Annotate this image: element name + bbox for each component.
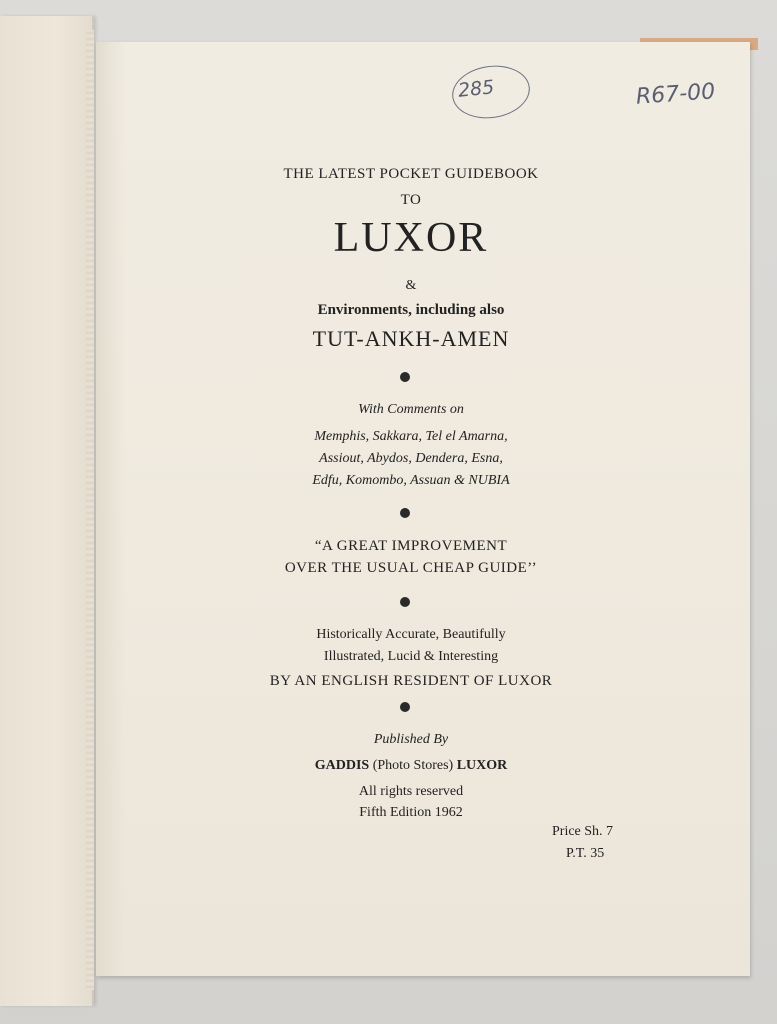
- edition-line: Fifth Edition 1962: [359, 805, 463, 820]
- price-shillings: Price Sh. 7: [552, 824, 614, 839]
- ampersand: &: [405, 278, 417, 293]
- places-line-2: Assiout, Abydos, Dendera, Esna,: [319, 451, 503, 466]
- published-by: Published By: [373, 732, 449, 747]
- places-line-1: Memphis, Sakkara, Tel el Amarna,: [314, 429, 508, 444]
- description-line-2: Illustrated, Lucid & Interesting: [323, 649, 499, 664]
- bullet-dot-3: [400, 597, 410, 607]
- publisher-city: LUXOR: [456, 758, 508, 773]
- rights-line: All rights reserved: [358, 784, 464, 799]
- bullet-dot-1: [400, 372, 410, 382]
- publisher-store: (Photo Stores): [372, 758, 454, 773]
- cover-flap: [0, 16, 94, 1006]
- publisher-name: GADDIS: [314, 758, 370, 773]
- comments-intro: With Comments on: [358, 402, 464, 417]
- heading-line-2: TO: [400, 192, 422, 208]
- author-line: BY AN ENGLISH RESIDENT OF LUXOR: [269, 673, 553, 689]
- bullet-dot-2: [400, 508, 410, 518]
- description-line-1: Historically Accurate, Beautifully: [316, 627, 506, 642]
- cover-flap-edge: [86, 30, 94, 990]
- subtitle-main: TUT-ANKH-AMEN: [312, 326, 510, 351]
- heading-line-1: THE LATEST POCKET GUIDEBOOK: [283, 166, 539, 182]
- price-piastres: P.T. 35: [566, 846, 605, 861]
- handwritten-number: 285: [456, 76, 496, 102]
- title-page: [96, 42, 750, 976]
- bullet-dot-4: [400, 702, 410, 712]
- places-line-3: Edfu, Komombo, Assuan & NUBIA: [312, 473, 510, 488]
- quote-line-2: OVER THE USUAL CHEAP GUIDE’’: [284, 560, 538, 576]
- main-title: LUXOR: [333, 215, 489, 261]
- publisher-line: [96, 758, 726, 774]
- quote-line-1: “A GREAT IMPROVEMENT: [314, 538, 508, 554]
- handwritten-code: R67-00: [635, 79, 716, 110]
- subtitle-line: Environments, including also: [317, 302, 505, 318]
